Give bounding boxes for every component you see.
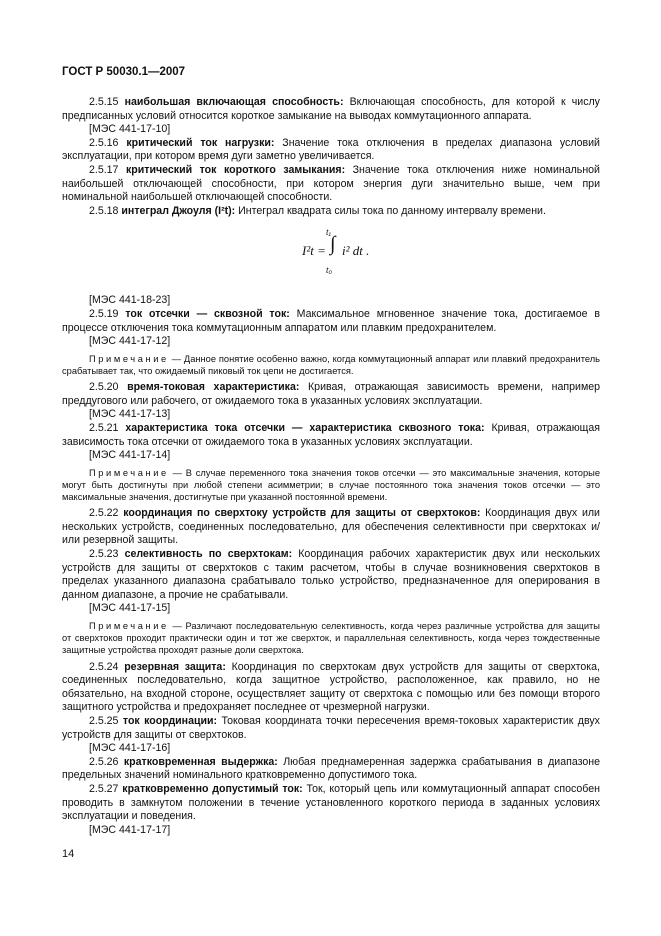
clause-number: 2.5.17 [89,163,119,176]
clause-text: Любая преднамеренная задержка срабатывания в диапазоне предельных значений номинального кратковременно допустимого тока. [62,755,600,782]
reference: [МЭС 441-17-17] [89,823,171,836]
clause-number: 2.5.25 [89,715,119,728]
clause-text: Координация рабочих характеристик двух или нескольких устройств для защиты от сверхтоков с таким расчетом, чтобы в случае возникновения сверхтоков в пределах указанного диапазона срабатывало только устройство, предназначенное для оперирования в данном диапазоне, а прочие не срабатывали. [62,548,600,601]
clause-2-5-17 [62,164,600,205]
page-number: 14 [62,848,75,860]
clause-term: координация по сверхтоку устройств для защиты от сверхтоков: [123,507,481,520]
clause-2-5-24 [62,661,600,715]
clause-text: Ток, который цепь или коммутационный аппарат способен проводить в замкнутом положении в течение установленного короткого периода в заданных условиях эксплуатации и поведения. [62,783,600,823]
reference: [МЭС 441-17-15] [89,602,171,615]
clause-number: 2.5.26 [89,755,119,768]
clause-2-5-16 [62,137,600,164]
clause-number: 2.5.22 [89,507,119,520]
clause-text: Координация двух или нескольких устройств, соединенных последовательно, для обеспечения селективности при сверхтоках и/или резервной защиты. [62,507,600,547]
note [62,620,600,657]
clause-term: критический ток нагрузки: [126,136,275,149]
clause-term: интеграл Джоуля (I²t): [121,204,236,217]
reference: [МЭС 441-17-14] [89,449,171,462]
clause-2-5-18 [62,205,600,219]
note [62,353,600,377]
clause-2-5-21 [62,422,600,449]
note-text: — Данное понятие особенно важно, когда коммутационный аппарат или плавкий предохранитель срабатывает так, что ожидаемый пиковый ток цепи не достигается. [62,353,600,376]
clause-term: кратковременная выдержка: [123,755,278,768]
clause-number: 2.5.27 [89,783,119,795]
reference: [МЭС 441-17-12] [89,335,171,348]
clause-number: 2.5.15 [89,96,119,108]
clause-number: 2.5.16 [89,136,119,149]
formula-lower-limit: t₀ [326,265,332,276]
clause-number: 2.5.18 [89,204,119,217]
note-label: Примечание [89,467,169,478]
clause-text: Кривая, отражающая зависимость тока отсечки от ожидаемого тока в указанных условиях эксплуатации. [62,421,600,448]
reference: [МЭС 441-18-23] [89,294,171,307]
clause-text: Кривая, отражающая зависимость времени, например преддугового или рабочего, от ожидаемого тока в указанных условиях эксплуатации. [62,381,601,407]
clause-term: ток отсечки — сквозной ток: [125,307,290,320]
clause-term: резервная защита: [124,660,226,673]
clause-number: 2.5.19 [89,307,119,320]
note-label: Примечание [89,353,169,364]
formula-upper-limit: t₁ [326,227,332,238]
clause-term: характеристика тока отсечки — характеристика сквозного тока: [125,421,485,434]
clause-term: время-токовая характеристика: [127,381,300,394]
page-content [62,96,600,837]
clause-2-5-25 [62,715,600,742]
clause-text: Интеграл квадрата силы тока по данному интервалу времени. [238,204,546,217]
note-text: — Различают последовательную селективность, когда через различные устройства для защиты от сверхтоков проходит практически один и тот же сверхток, и параллельная селективность, когда через тождественные защитные устройства проходят разные доли сверхтока. [62,621,600,656]
reference: [МЭС 441-17-13] [89,408,171,421]
note-text: — В случае переменного тока значения токов отсечки — это максимальные значения, которые могут быть достигнуты при любой степени асимметрии; в случае постоянного тока значения токов отсечки — это максимальные значения, достигнутые при указанной постоянной времени. [62,467,600,503]
clause-number: 2.5.23 [89,548,119,561]
clause-2-5-22 [62,507,600,548]
clause-2-5-20 [62,381,600,408]
clause-2-5-15 [62,96,600,123]
clause-number: 2.5.24 [89,660,119,673]
formula-lhs: I²t = [302,243,326,259]
integral-sign: ∫ [330,233,336,256]
clause-text: Координация по сверхтокам двух устройств для защиты от сверхтока, соединенных последовательно, когда защитное устройство, расположенное, как правило, но не обязательно, на входной стороне, осуществляет защиту от сверхтока с помощью или без помощи второго защитного устройства и предохраняет последнее от чрезмерной нагрузки. [62,660,600,714]
clause-2-5-23 [62,548,600,602]
clause-2-5-19 [62,308,600,335]
clause-2-5-27 [62,783,600,824]
clause-term: кратковременно допустимый ток: [122,783,303,795]
document-header: ГОСТ Р 50030.1—2007 [62,66,186,78]
clause-term: ток координации: [122,715,218,728]
reference: [МЭС 441-17-10] [89,123,171,136]
clause-term: селективность по сверхтокам: [124,548,293,561]
joule-integral-formula [62,220,600,292]
clause-number: 2.5.21 [89,421,119,434]
reference: [МЭС 441-17-16] [89,742,171,755]
clause-text: Значение тока отключения в пределах диапазона условий эксплуатации, при котором время дуги заметно увеличивается. [62,136,600,163]
clause-text: Включающая способность, для которой к числу предписанных условий относится короткое замыкание на выводах коммутационного аппарата. [62,96,600,122]
clause-number: 2.5.20 [89,381,119,394]
note-label: Примечание [89,621,169,632]
clause-text: Токовая координата точки пересечения время-токовых характеристик двух устройств для защиты от сверхтоков. [62,715,600,741]
clause-text: Значение тока отключения ниже номинальной наибольшей отключающей способности, при котором энергия дуги значительно выше, чем при номинальной наибольшей отключающей способности. [62,163,600,204]
clause-text: Максимальное мгновенное значение тока, достигаемое в процессе отключения тока коммутационным аппаратом или плавким предохранителем. [62,307,600,334]
clause-term: критический ток короткого замыкания: [126,163,346,176]
clause-term: наибольшая включающая способность: [124,96,344,108]
formula-body: i² dt . [342,243,370,259]
clause-2-5-26 [62,756,600,783]
note [62,467,600,504]
